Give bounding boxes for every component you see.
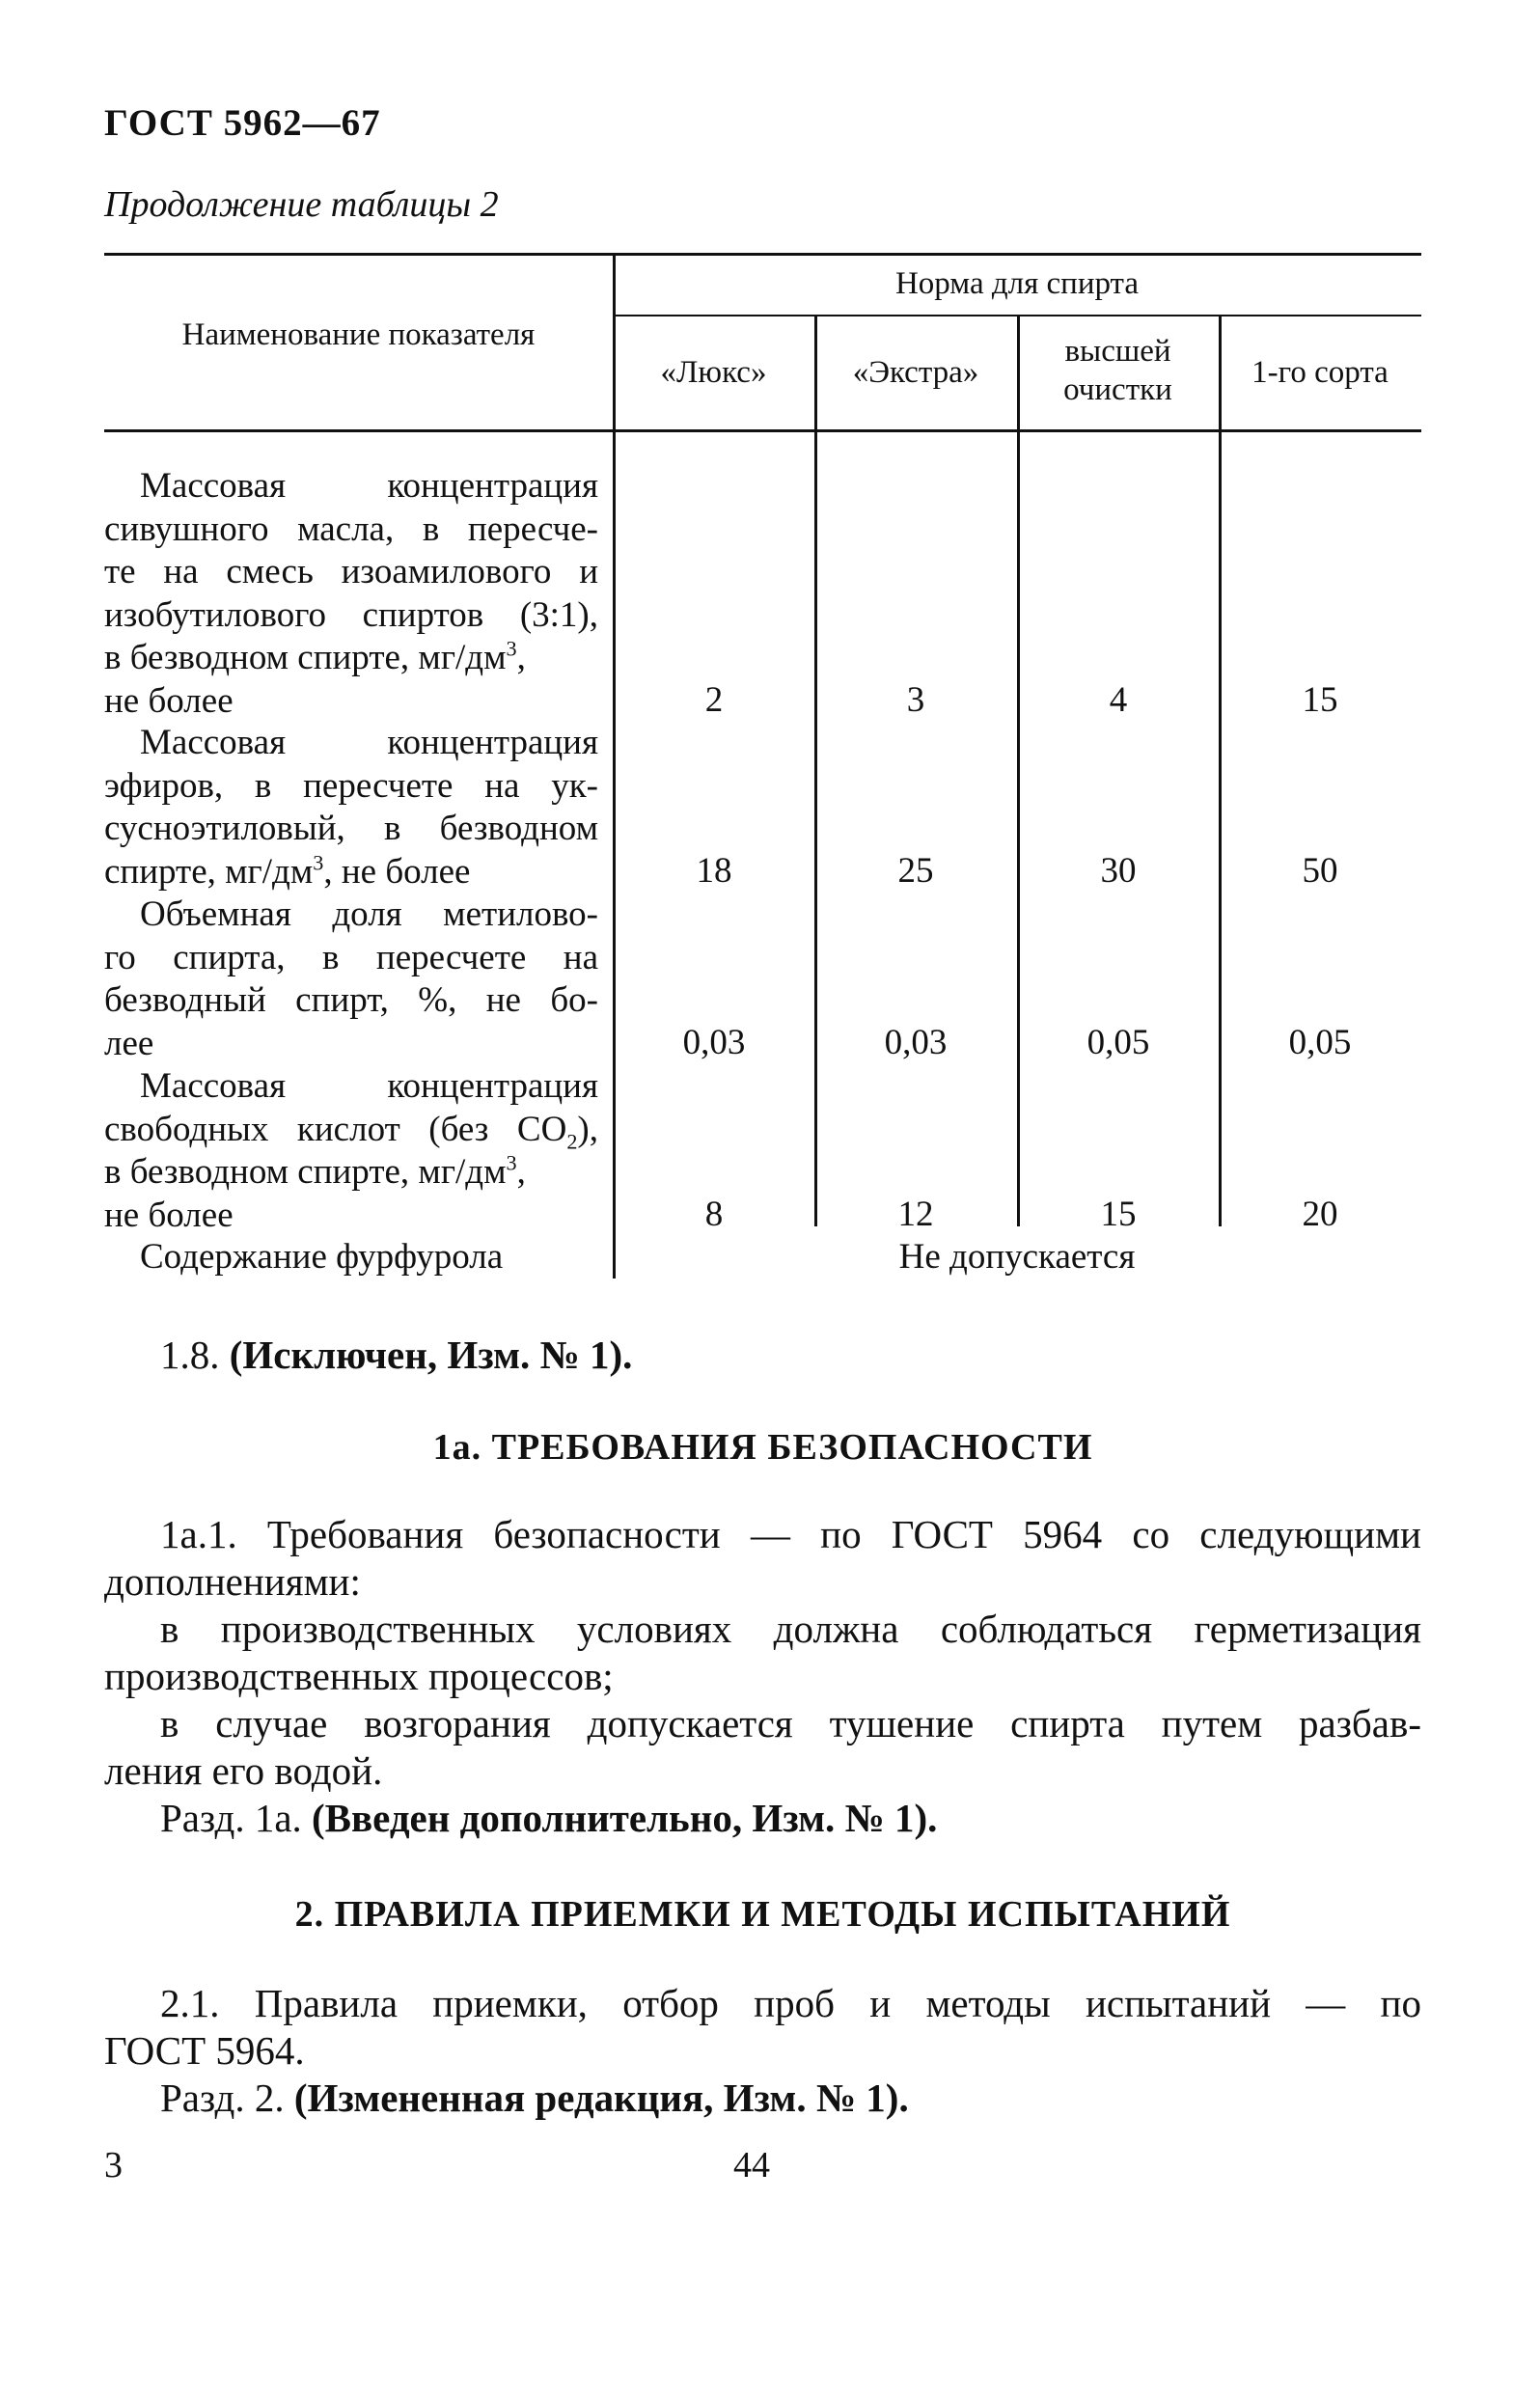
row-fusel-oil-extra: 3: [906, 680, 925, 720]
row-esters-extra: 25: [897, 851, 934, 891]
row-acids-first: 20: [1302, 1195, 1338, 1234]
col-header-highest-line1: высшей: [1064, 334, 1171, 369]
col-group-header: Норма для спирта: [894, 266, 1140, 301]
table-continuation-caption: Продолжение таблицы 2: [104, 184, 499, 225]
row-fusel-oil-label: Массовая концентрация сивушного масла, в пересче- те на смесь изоамилового и изобутилового спиртов (3:1), в безводном спирте, $мг/дм^3$, не более: [104, 466, 598, 721]
row-fusel-oil-first: 15: [1302, 680, 1338, 720]
header-bottom-rule: [104, 429, 1421, 432]
col-header-indicator: Наименование показателя: [181, 317, 536, 352]
row-esters-first: 50: [1302, 851, 1338, 891]
row-methanol-lux: 0,03: [682, 1023, 746, 1062]
row-esters-label: Массовая концентрация эфиров, в пересчете на ук- сусноэтиловый, в безводном спирте, $мг/дм^3$, не более: [104, 723, 598, 892]
row-methanol-label: Объемная доля метилово- го спирта, в пересчете на безводный спирт, %, не бо- лее: [104, 894, 598, 1063]
row-methanol-highest: 0,05: [1086, 1023, 1150, 1062]
row-acids-lux: 8: [704, 1195, 724, 1234]
clause-1-8: 1.8. (Исключен, Изм. № 1).: [160, 1333, 633, 1377]
row-fusel-oil-highest: 4: [1109, 680, 1128, 720]
col-header-first-grade: 1-го сорта: [1251, 355, 1389, 390]
row-acids-extra: 12: [897, 1195, 934, 1234]
col-header-highest-line2: очистки: [1063, 372, 1172, 407]
col-divider-2: [1017, 315, 1020, 1226]
section-heading-2: 2. ПРАВИЛА ПРИЕМКИ И МЕТОДЫ ИСПЫТАНИЙ: [294, 1894, 1231, 1935]
norms-table: [104, 253, 1421, 1285]
col-header-highest-purity: [1017, 332, 1219, 409]
footer-left-number: 3: [104, 2145, 123, 2186]
clause-2-1: 2.1. Правила приемки, отбор проб и методы испытаний — по ГОСТ 5964. Разд. 2. (Измененная редакция, Изм. № 1).: [104, 1981, 1421, 2120]
section-heading-1a: 1а. ТРЕБОВАНИЯ БЕЗОПАСНОСТИ: [432, 1427, 1093, 1468]
row-methanol-first: 0,05: [1288, 1023, 1352, 1062]
table-top-rule: [104, 253, 1421, 256]
row-fusel-oil-lux: 2: [704, 680, 724, 720]
document-code: ГОСТ 5962—67: [104, 102, 381, 144]
row-acids-label: Массовая концентрация свободных кислот (без $CO_2$), в безводном спирте, $мг/дм^3$, не более: [104, 1066, 598, 1235]
row-furfural-value: Не допускается: [898, 1237, 1136, 1277]
col-divider-name: [613, 253, 616, 1278]
clause-1a-1: 1а.1. Требования безопасности — по ГОСТ 5964 со следующими дополнениями: в производственных условиях должна соблюдаться герметизация производственных процессов; в случае возгорания допускается тушение спирта путем разбав- ления его водой. Разд. 1а. (Введен дополнительно, Изм. № 1).: [104, 1512, 1421, 1840]
row-acids-highest: 15: [1100, 1195, 1137, 1234]
row-furfural-label: Содержание фурфурола: [140, 1237, 504, 1277]
page-number: 44: [733, 2145, 770, 2186]
col-divider-1: [814, 315, 817, 1226]
col-header-extra: «Экстра»: [852, 355, 979, 390]
col-header-lux: «Люкс»: [660, 355, 767, 390]
row-methanol-extra: 0,03: [884, 1023, 948, 1062]
row-esters-highest: 30: [1100, 851, 1137, 891]
row-esters-lux: 18: [696, 851, 732, 891]
col-divider-3: [1219, 315, 1222, 1226]
